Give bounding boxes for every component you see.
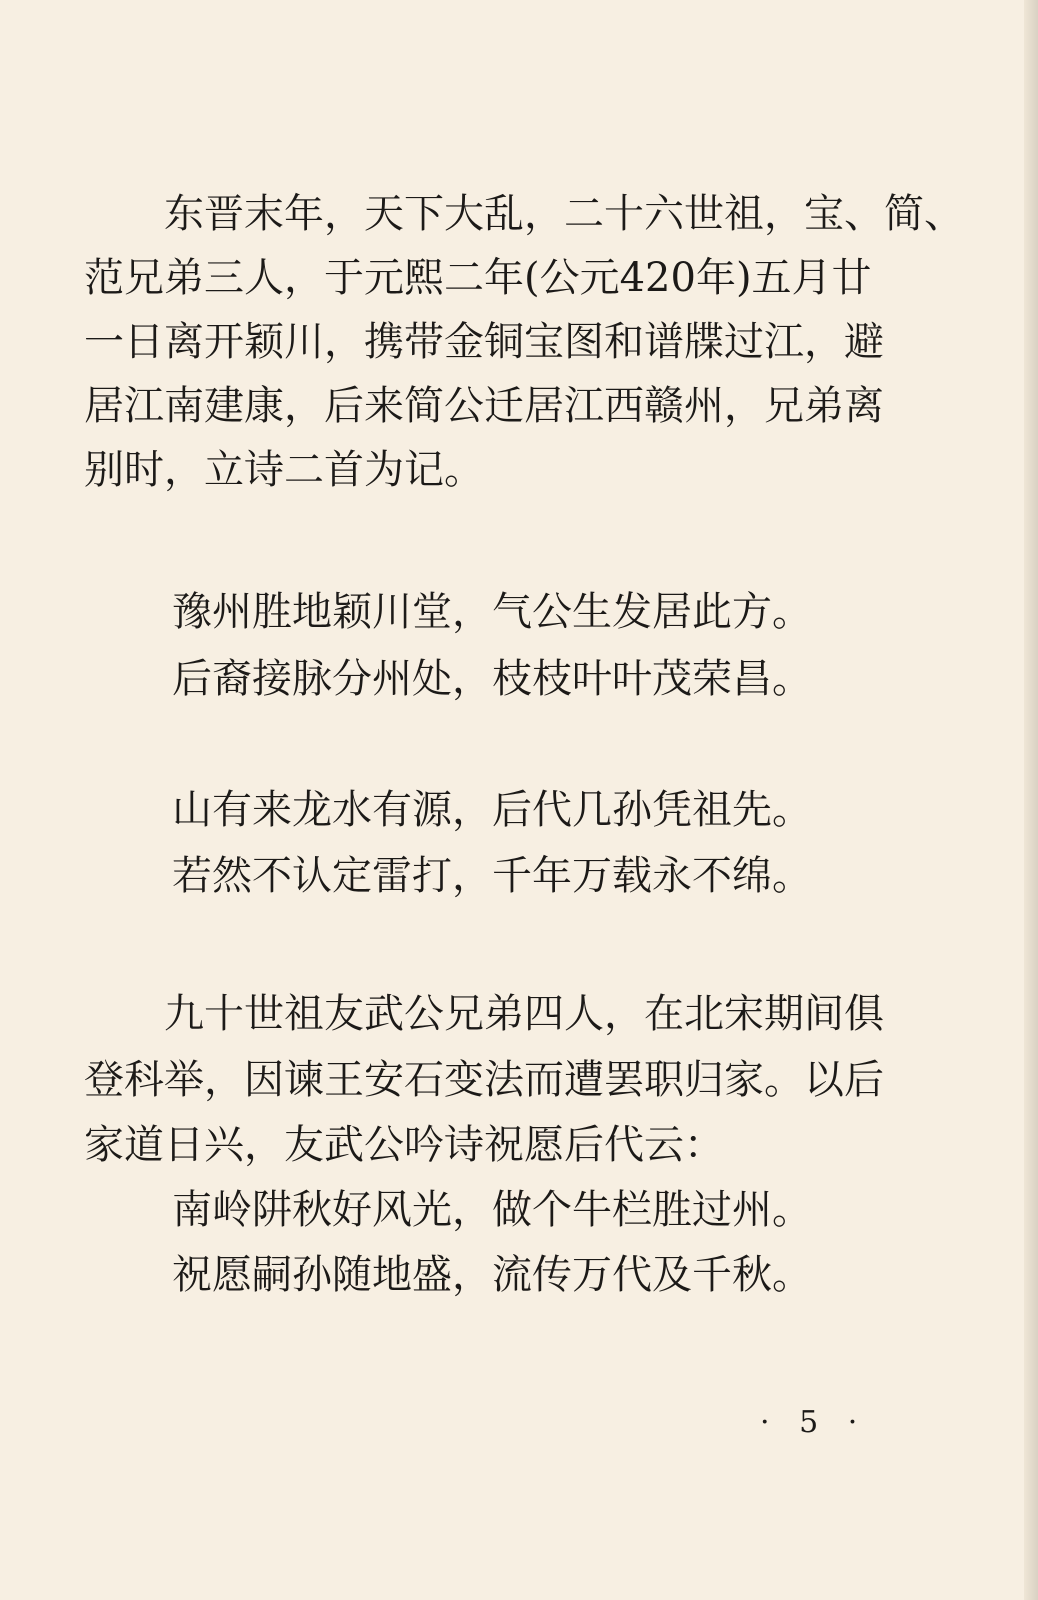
paragraph2-line-2: 登科举，因谏王安石变法而遭罢职归家。以后 xyxy=(84,1057,884,1103)
poem2-line-1: 山有来龙水有源，后代几孙凭祖先。 xyxy=(172,787,812,833)
paragraph1-line-1: 东晋末年，天下大乱，二十六世祖，宝、简、 xyxy=(164,191,964,237)
poem2-line-2: 若然不认定雷打，千年万载永不绵。 xyxy=(172,853,812,899)
page-number: · 5 · xyxy=(760,1405,868,1440)
paragraph2-line-3: 家道日兴，友武公吟诗祝愿后代云： xyxy=(84,1122,724,1168)
page-edge xyxy=(1024,0,1038,1600)
paragraph1-line-4: 居江南建康，后来简公迁居江西赣州，兄弟离 xyxy=(84,383,884,429)
poem1-line-1: 豫州胜地颖川堂，气公生发居此方。 xyxy=(172,589,812,635)
paragraph1-line-2: 范兄弟三人，于元熙二年(公元420年)五月廿 xyxy=(84,255,872,301)
poem3-line-2: 祝愿嗣孙随地盛，流传万代及千秋。 xyxy=(172,1252,812,1298)
poem1-line-2: 后裔接脉分州处，枝枝叶叶茂荣昌。 xyxy=(172,656,812,702)
paragraph1-line-5: 别时，立诗二首为记。 xyxy=(84,447,484,493)
paragraph1-line-3: 一日离开颖川，携带金铜宝图和谱牒过江，避 xyxy=(84,319,884,365)
poem3-line-1: 南岭阱秋好风光，做个牛栏胜过州。 xyxy=(172,1187,812,1233)
paragraph2-line-1: 九十世祖友武公兄弟四人，在北宋期间俱 xyxy=(164,991,884,1037)
